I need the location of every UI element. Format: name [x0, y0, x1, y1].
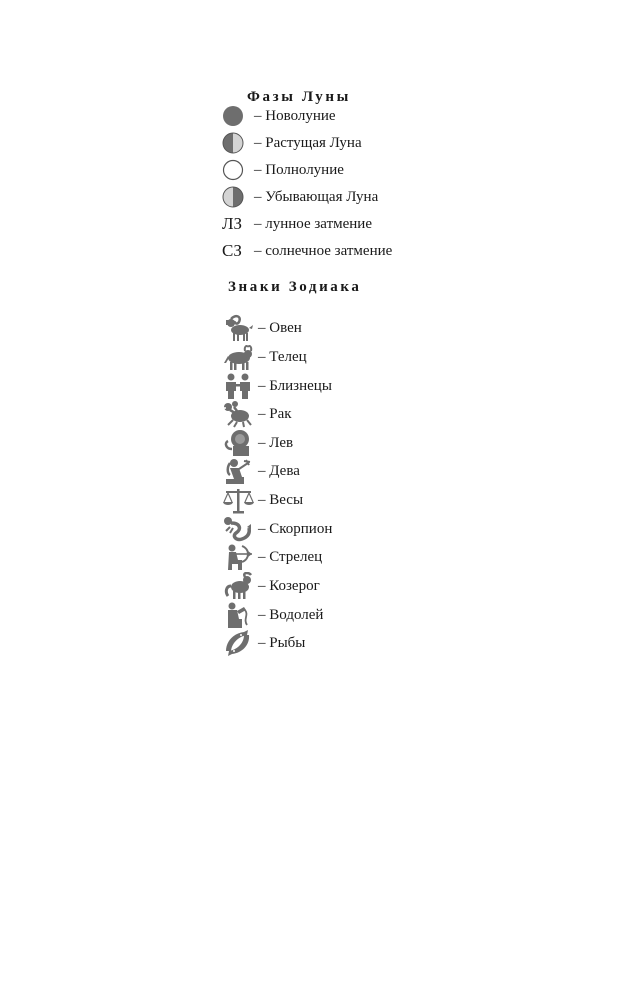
zodiac-label: – Стрелец [258, 549, 323, 565]
zodiac-label: – Телец [258, 349, 307, 365]
cancer-icon [222, 400, 256, 428]
zodiac-label: – Рыбы [258, 635, 306, 651]
zodiac-label: – Весы [258, 492, 304, 508]
virgo-icon [222, 457, 256, 485]
lunar-eclipse-code: ЛЗ [222, 214, 243, 233]
moon-phase-label: – Растущая Луна [254, 135, 362, 151]
moon-phase-label: – Новолуние [254, 108, 336, 124]
capricorn-icon [222, 572, 256, 600]
moon-phase-row-waxing [222, 131, 362, 155]
zodiac-label: – Близнецы [258, 378, 332, 394]
zodiac-row-cancer [222, 402, 292, 426]
zodiac-label: – Лев [258, 435, 294, 451]
moon-phase-label: – Убывающая Луна [254, 189, 379, 205]
zodiac-row-gemini [222, 374, 332, 398]
zodiac-label: – Скорпион [258, 521, 333, 537]
zodiac-row-aquarius [222, 603, 323, 627]
moon-phase-row-solar-eclipse [222, 239, 392, 263]
moon-phase-row-waning [222, 185, 378, 209]
moon-phase-label: – Полнолуние [254, 162, 344, 178]
zodiac-row-pisces [222, 631, 305, 655]
zodiac-row-virgo [222, 459, 300, 483]
new-moon-icon [222, 105, 254, 127]
libra-icon [222, 486, 256, 514]
taurus-icon [222, 343, 256, 371]
moon-phase-row-full [222, 158, 344, 182]
zodiac-row-aries [222, 316, 302, 340]
moon-phases-heading: Фазы Луны [247, 89, 351, 105]
solar-eclipse-code: СЗ [222, 241, 242, 260]
zodiac-row-sagittarius [222, 545, 322, 569]
full-moon-icon [222, 159, 254, 181]
zodiac-row-scorpio [222, 517, 332, 541]
zodiac-row-taurus [222, 345, 307, 369]
zodiac-label: – Дева [258, 463, 300, 479]
zodiac-heading: Знаки Зодиака [228, 279, 362, 295]
moon-phase-label: – солнечное затмение [254, 243, 393, 259]
zodiac-row-leo [222, 431, 293, 455]
zodiac-label: – Рак [258, 406, 292, 422]
aries-icon [222, 314, 256, 342]
zodiac-label: – Козерог [258, 578, 320, 594]
zodiac-label: – Овен [258, 320, 302, 336]
moon-phase-row-new [222, 104, 336, 128]
waxing-moon-icon [222, 132, 254, 154]
gemini-icon [222, 372, 256, 400]
zodiac-row-capricorn [222, 574, 320, 598]
sagittarius-icon [222, 543, 256, 571]
moon-phase-row-lunar-eclipse [222, 212, 372, 236]
aquarius-icon [222, 601, 256, 629]
scorpio-icon [222, 515, 256, 543]
waning-moon-icon [222, 186, 254, 208]
pisces-icon [222, 629, 256, 657]
zodiac-label: – Водолей [258, 607, 324, 623]
moon-phase-label: – лунное затмение [254, 216, 372, 232]
leo-icon [222, 429, 256, 457]
zodiac-row-libra [222, 488, 303, 512]
